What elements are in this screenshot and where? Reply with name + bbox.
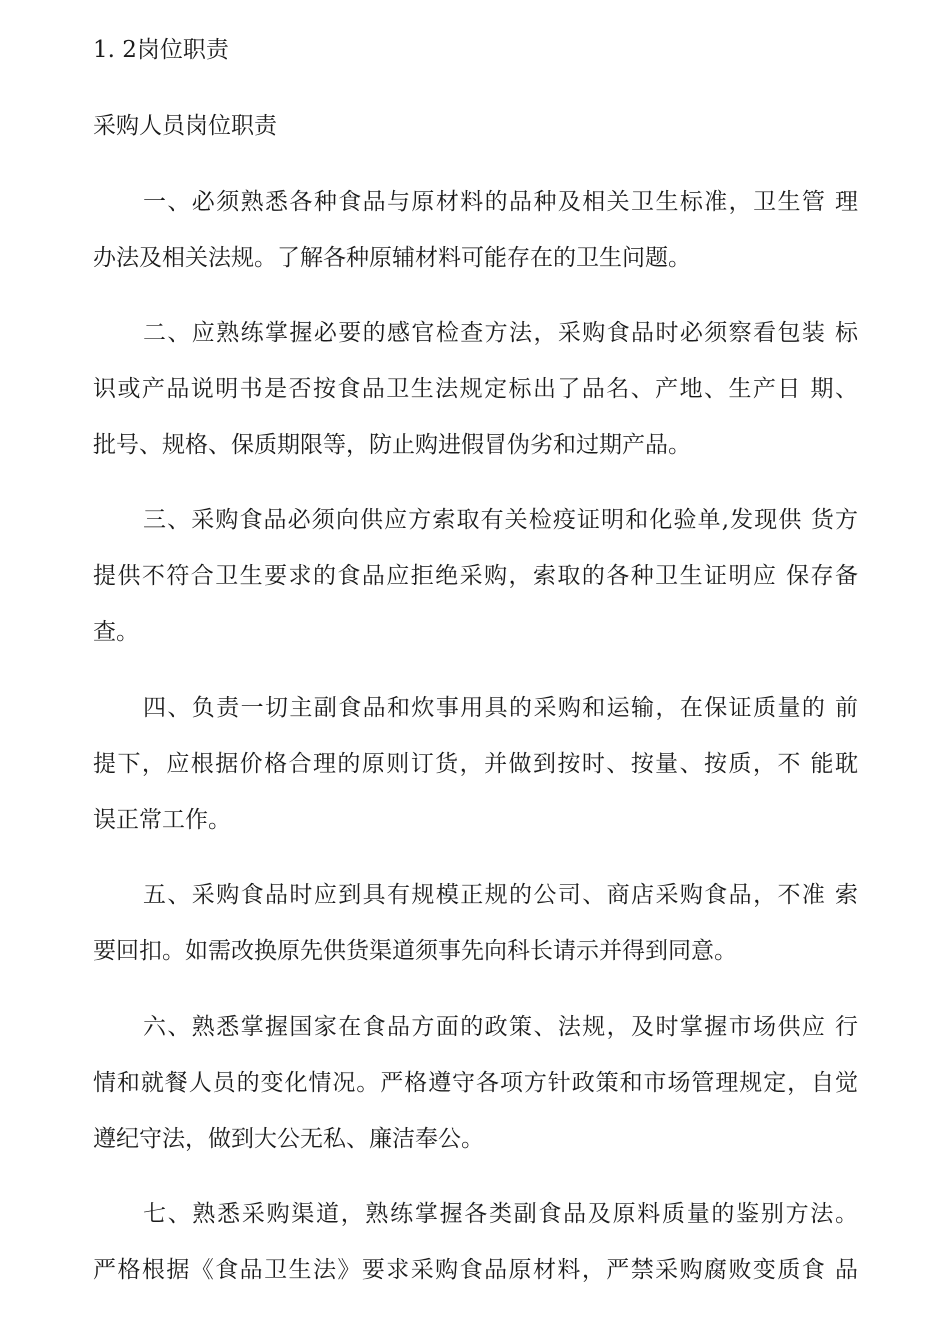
paragraph-line: 四、负责一切主副食品和炊事用具的采购和运输，在保证质量的 前 <box>143 695 858 721</box>
paragraph-line: 要回扣。如需改换原先供货渠道须事先向科长请示并得到同意。 <box>93 938 737 964</box>
section-heading: 1. 2岗位职责 <box>93 37 229 63</box>
paragraph-line: 五、采购食品时应到具有规模正规的公司、商店采购食品，不准 索 <box>143 882 858 908</box>
paragraph-line: 提供不符合卫生要求的食品应拒绝采购，索取的各种卫生证明应 保存备 <box>93 563 858 589</box>
paragraph-line: 二、应熟练掌握必要的感官检查方法，采购食品时必须察看包装 标 <box>143 320 858 346</box>
paragraph-line: 误正常工作。 <box>93 807 231 833</box>
subheading: 采购人员岗位职责 <box>93 113 277 139</box>
paragraph-line: 提下，应根据价格合理的原则订货，并做到按时、按量、按质，不 能耽 <box>93 751 858 777</box>
paragraph-line: 三、采购食品必须向供应方索取有关检疫证明和化验单,发现供 货方 <box>143 507 858 533</box>
paragraph-line: 批号、规格、保质期限等，防止购进假冒伪劣和过期产品。 <box>93 432 691 458</box>
paragraph-line: 查。 <box>93 619 139 645</box>
paragraph-line: 遵纪守法，做到大公无私、廉洁奉公。 <box>93 1126 484 1152</box>
paragraph-line: 一、必须熟悉各种食品与原材料的品种及相关卫生标准，卫生管 理 <box>143 189 858 215</box>
paragraph-line: 七、熟悉采购渠道，熟练掌握各类副食品及原料质量的鉴别方法。 <box>143 1201 858 1227</box>
paragraph-line: 情和就餐人员的变化情况。严格遵守各项方针政策和市场管理规定，自觉 <box>93 1070 858 1096</box>
paragraph-line: 六、熟悉掌握国家在食品方面的政策、法规，及时掌握市场供应 行 <box>143 1014 858 1040</box>
paragraph-line: 严格根据《食品卫生法》要求采购食品原材料，严禁采购腐败变质食 品 <box>93 1257 858 1283</box>
paragraph-line: 识或产品说明书是否按食品卫生法规定标出了品名、产地、生产日 期、 <box>93 376 858 402</box>
paragraph-line: 办法及相关法规。了解各种原辅材料可能存在的卫生问题。 <box>93 245 691 271</box>
